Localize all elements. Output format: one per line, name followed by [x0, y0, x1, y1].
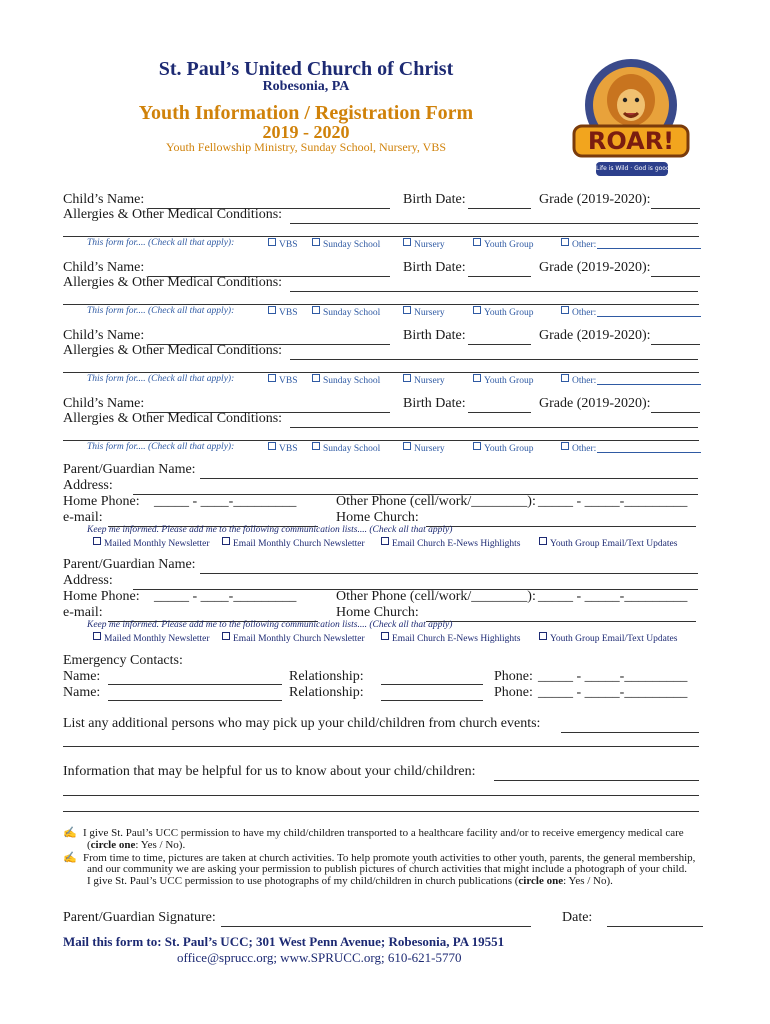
child-2-birth-field[interactable]: [468, 262, 531, 277]
emergency-name-2-field[interactable]: [108, 685, 282, 701]
list-label: Email Church E-News Highlights: [392, 634, 521, 644]
medical-permission: [63, 826, 684, 839]
birth-date-label: Birth Date:: [403, 396, 466, 411]
guardian-2-list-checkbox[interactable]: [222, 632, 365, 644]
emergency-relationship-label-2: Relationship:: [289, 685, 364, 700]
list-label: Youth Group Email/Text Updates: [550, 634, 678, 644]
mail-line: Mail this form to: St. Paul’s UCC; 301 West Penn Avenue; Robesonia, PA 19551: [63, 934, 505, 949]
home-church-label: Home Church:: [336, 605, 419, 620]
ministries-line: Youth Fellowship Ministry, Sunday School, Nursery, VBS: [165, 140, 447, 154]
guardian-1-home-phone-field[interactable]: _____ - ____-_________: [154, 494, 297, 509]
emergency-name-label: Name:: [63, 685, 101, 700]
child-2-option-checkbox[interactable]: [312, 306, 380, 318]
logo-title: ROAR!: [587, 127, 675, 155]
child-1-grade-field[interactable]: [651, 194, 700, 209]
photo-permission-line1: From time to time, pictures are taken at church activities. To help promote youth activities to other youth, parents, the general membership,: [83, 852, 696, 864]
list-label: Email Church E-News Highlights: [392, 539, 521, 549]
other-phone-label: Other Phone (cell/work/________):: [336, 589, 536, 604]
checkbox-icon: [403, 374, 411, 382]
medical-choice[interactable]: : Yes / No).: [135, 839, 186, 851]
option-label: Nursery: [414, 376, 445, 386]
checkbox-icon: [268, 374, 276, 382]
option-label: Nursery: [414, 308, 445, 318]
option-label: Other:: [572, 376, 597, 386]
option-label: Youth Group: [484, 376, 534, 386]
child-3-option-checkbox[interactable]: [473, 374, 533, 386]
child-3-other-field[interactable]: [597, 375, 701, 385]
email-label: e-mail:: [63, 510, 103, 525]
list-label: Mailed Monthly Newsletter: [104, 634, 210, 644]
child-4-birth-field[interactable]: [468, 398, 531, 413]
checkbox-icon: [561, 306, 569, 314]
child-4-option-checkbox[interactable]: [473, 442, 533, 454]
emergency-phone-label-1: Phone:: [494, 669, 533, 684]
child-1-option-checkbox[interactable]: [561, 238, 596, 250]
signature-field[interactable]: [221, 912, 531, 927]
child-2-grade-field[interactable]: [651, 262, 700, 277]
checkbox-icon: [473, 306, 481, 314]
option-label: Youth Group: [484, 240, 534, 250]
email-label: e-mail:: [63, 605, 103, 620]
guardian-2-list-checkbox[interactable]: [381, 632, 521, 644]
address-label: Address:: [63, 478, 113, 493]
checkbox-icon: [473, 238, 481, 246]
child-name-label: Child’s Name:: [63, 328, 145, 343]
child-4-allergies-field-2[interactable]: [63, 440, 699, 441]
option-label: Sunday School: [323, 376, 381, 386]
child-4-option-checkbox[interactable]: [403, 442, 445, 454]
info-field-3[interactable]: [63, 811, 699, 812]
guardian-2-list-checkbox[interactable]: [93, 632, 210, 644]
guardian-1-list-checkbox[interactable]: [539, 537, 677, 549]
guardian-1-list-checkbox[interactable]: [222, 537, 365, 549]
guardian-name-label: Parent/Guardian Name:: [63, 557, 196, 572]
keep-informed-text: Keep me informed. Please add me to the following communication lists.... (Check all that apply): [87, 620, 453, 630]
checkbox-icon: [561, 238, 569, 246]
birth-date-label: Birth Date:: [403, 328, 466, 343]
list-label: Email Monthly Church Newsletter: [233, 634, 365, 644]
option-label: Nursery: [414, 444, 445, 454]
option-label: VBS: [279, 444, 298, 454]
child-name-label: Child’s Name:: [63, 396, 145, 411]
photo-choice[interactable]: : Yes / No).: [563, 875, 613, 887]
checkbox-icon: [93, 632, 101, 640]
checkbox-icon: [473, 442, 481, 450]
guardian-2-home-church-field[interactable]: [426, 607, 696, 622]
checkbox-icon: [222, 537, 230, 545]
child-4-option-checkbox[interactable]: [312, 442, 380, 454]
form-title: Youth Information / Registration Form: [138, 102, 474, 124]
child-1-allergies-field-2[interactable]: [63, 236, 699, 237]
option-label: Youth Group: [484, 308, 534, 318]
checkbox-icon: [312, 306, 320, 314]
list-label: Mailed Monthly Newsletter: [104, 539, 210, 549]
emergency-relationship-label-1: Relationship:: [289, 669, 364, 684]
child-1-allergies-field[interactable]: [290, 209, 698, 224]
child-3-option-checkbox[interactable]: [312, 374, 380, 386]
child-1-option-checkbox[interactable]: [268, 238, 297, 250]
date-label: Date:: [562, 910, 593, 925]
form-for-label: This form for.... (Check all that apply):: [87, 306, 235, 316]
option-label: Sunday School: [323, 444, 381, 454]
photo-permission-line2: and our community we are asking your permission to publish pictures of church activities that might include a photograph of your child.: [87, 863, 687, 875]
emergency-relationship-1-field[interactable]: [381, 669, 483, 685]
child-2-option-checkbox[interactable]: [403, 306, 445, 318]
photo-line3-text: I give St. Paul’s UCC permission to use photographs of my child/children in church publications (: [87, 875, 519, 887]
address-label: Address:: [63, 573, 113, 588]
allergies-label: Allergies & Other Medical Conditions:: [63, 207, 283, 222]
option-label: Nursery: [414, 240, 445, 250]
guardian-1-address-field[interactable]: [133, 480, 698, 495]
emergency-heading: Emergency Contacts:: [63, 653, 183, 668]
birth-date-label: Birth Date:: [403, 260, 466, 275]
info-field-1[interactable]: [494, 766, 699, 781]
circle-one-bold-2: circle one: [518, 875, 564, 887]
pickup-field-2[interactable]: [63, 746, 699, 747]
checkbox-icon: [403, 238, 411, 246]
keep-informed-text: Keep me informed. Please add me to the following communication lists.... (Check all that apply): [87, 525, 453, 535]
info-field-2[interactable]: [63, 795, 699, 796]
medical-permission-line1: I give St. Paul’s UCC permission to have my child/children transported to a healthcare facility and/or to receive emergency medical care: [83, 827, 684, 839]
guardian-1-name-field[interactable]: [200, 464, 698, 479]
checkbox-icon: [403, 306, 411, 314]
option-label: VBS: [279, 308, 298, 318]
child-1-birth-field[interactable]: [468, 194, 531, 209]
contact-line: office@sprucc.org; www.SPRUCC.org; 610-621-5770: [177, 950, 462, 965]
child-4-option-checkbox[interactable]: [268, 442, 297, 454]
form-for-label: This form for.... (Check all that apply):: [87, 238, 235, 248]
church-location: Robesonia, PA: [262, 79, 350, 94]
child-4-other-field[interactable]: [597, 443, 701, 453]
home-church-label: Home Church:: [336, 510, 419, 525]
guardian-1-list-checkbox[interactable]: [381, 537, 521, 549]
option-label: Sunday School: [323, 240, 381, 250]
date-field[interactable]: [607, 912, 703, 927]
child-1-option-checkbox[interactable]: [312, 238, 380, 250]
guardian-1-list-checkbox[interactable]: [93, 537, 210, 549]
guardian-2-address-field[interactable]: [133, 575, 698, 590]
child-2-allergies-field-2[interactable]: [63, 304, 699, 305]
grade-label: Grade (2019-2020):: [539, 396, 651, 411]
other-phone-label: Other Phone (cell/work/________):: [336, 494, 536, 509]
allergies-label: Allergies & Other Medical Conditions:: [63, 411, 283, 426]
roar-logo: [566, 50, 696, 190]
guardian-2-list-checkbox[interactable]: [539, 632, 677, 644]
checkbox-icon: [268, 442, 276, 450]
child-3-grade-field[interactable]: [651, 330, 700, 345]
checkbox-icon: [312, 238, 320, 246]
checkbox-icon: [93, 537, 101, 545]
guardian-name-label: Parent/Guardian Name:: [63, 462, 196, 477]
checkbox-icon: [381, 537, 389, 545]
guardian-2-other-phone-field[interactable]: _____ - _____-_________: [538, 589, 688, 604]
option-label: VBS: [279, 376, 298, 386]
guardian-1-home-church-field[interactable]: [426, 512, 696, 527]
checkbox-icon: [539, 632, 547, 640]
checkbox-icon: [268, 238, 276, 246]
form-for-label: This form for.... (Check all that apply):: [87, 374, 235, 384]
pencil-icon: ✍: [63, 852, 77, 864]
option-label: Other:: [572, 444, 597, 454]
emergency-name-label: Name:: [63, 669, 101, 684]
emergency-contact-2: [63, 685, 100, 701]
emergency-phone-1-field[interactable]: _____ - _____-_________: [538, 669, 688, 684]
checkbox-icon: [561, 374, 569, 382]
photo-permission-line3: [87, 875, 613, 887]
checkbox-icon: [312, 442, 320, 450]
option-label: Sunday School: [323, 308, 381, 318]
child-4-grade-field[interactable]: [651, 398, 700, 413]
list-label: Youth Group Email/Text Updates: [550, 539, 678, 549]
emergency-relationship-2-field[interactable]: [381, 685, 483, 701]
info-label: Information that may be helpful for us to know about your child/children:: [63, 764, 476, 779]
list-label: Email Monthly Church Newsletter: [233, 539, 365, 549]
pickup-field-1[interactable]: [561, 718, 699, 733]
child-4-option-checkbox[interactable]: [561, 442, 596, 454]
guardian-2-home-phone-field[interactable]: _____ - ____-_________: [154, 589, 297, 604]
child-3-allergies-field[interactable]: [290, 345, 698, 360]
allergies-label: Allergies & Other Medical Conditions:: [63, 275, 283, 290]
child-3-birth-field[interactable]: [468, 330, 531, 345]
emergency-phone-label-2: Phone:: [494, 685, 533, 700]
medical-permission-line2: (circle one: Yes / No).: [87, 839, 186, 851]
option-label: Youth Group: [484, 444, 534, 454]
signature-label: Parent/Guardian Signature:: [63, 910, 216, 925]
child-4-allergies-field[interactable]: [290, 413, 698, 428]
guardian-1-other-phone-field[interactable]: _____ - _____-_________: [538, 494, 688, 509]
child-3-allergies-field-2[interactable]: [63, 372, 699, 373]
checkbox-icon: [473, 374, 481, 382]
allergies-label: Allergies & Other Medical Conditions:: [63, 343, 283, 358]
child-2-other-field[interactable]: [597, 307, 701, 317]
emergency-contact-1: [63, 669, 100, 685]
home-phone-label: Home Phone:: [63, 589, 140, 604]
grade-label: Grade (2019-2020):: [539, 328, 651, 343]
checkbox-icon: [403, 442, 411, 450]
checkbox-icon: [561, 442, 569, 450]
logo-tagline: Life is Wild · God is good: [596, 165, 670, 172]
option-label: Other:: [572, 240, 597, 250]
child-2-option-checkbox[interactable]: [473, 306, 533, 318]
emergency-name-1-field[interactable]: [108, 669, 282, 685]
child-2-option-checkbox[interactable]: [561, 306, 596, 318]
checkbox-icon: [268, 306, 276, 314]
checkbox-icon: [381, 632, 389, 640]
guardian-2-name-field[interactable]: [200, 559, 698, 574]
child-3-option-checkbox[interactable]: [268, 374, 297, 386]
form-for-label: This form for.... (Check all that apply):: [87, 442, 235, 452]
checkbox-icon: [539, 537, 547, 545]
pencil-icon: ✍: [63, 827, 77, 839]
child-1-option-checkbox[interactable]: [403, 238, 445, 250]
checkbox-icon: [222, 632, 230, 640]
child-name-label: Child’s Name:: [63, 192, 145, 207]
church-name: St. Paul’s United Church of Christ: [158, 58, 454, 80]
child-3-option-checkbox[interactable]: [561, 374, 596, 386]
form-year: 2019 - 2020: [262, 122, 350, 142]
option-label: VBS: [279, 240, 298, 250]
birth-date-label: Birth Date:: [403, 192, 466, 207]
pickup-label: List any additional persons who may pick up your child/children from church events:: [63, 716, 541, 731]
emergency-phone-2-field[interactable]: _____ - _____-_________: [538, 685, 688, 700]
child-1-other-field[interactable]: [597, 239, 701, 249]
home-phone-label: Home Phone:: [63, 494, 140, 509]
child-3-option-checkbox[interactable]: [403, 374, 445, 386]
checkbox-icon: [312, 374, 320, 382]
option-label: Other:: [572, 308, 597, 318]
grade-label: Grade (2019-2020):: [539, 260, 651, 275]
circle-one-bold: circle one: [90, 839, 136, 851]
child-1-option-checkbox[interactable]: [473, 238, 533, 250]
child-2-option-checkbox[interactable]: [268, 306, 297, 318]
grade-label: Grade (2019-2020):: [539, 192, 651, 207]
child-name-label: Child’s Name:: [63, 260, 145, 275]
child-2-allergies-field[interactable]: [290, 277, 698, 292]
